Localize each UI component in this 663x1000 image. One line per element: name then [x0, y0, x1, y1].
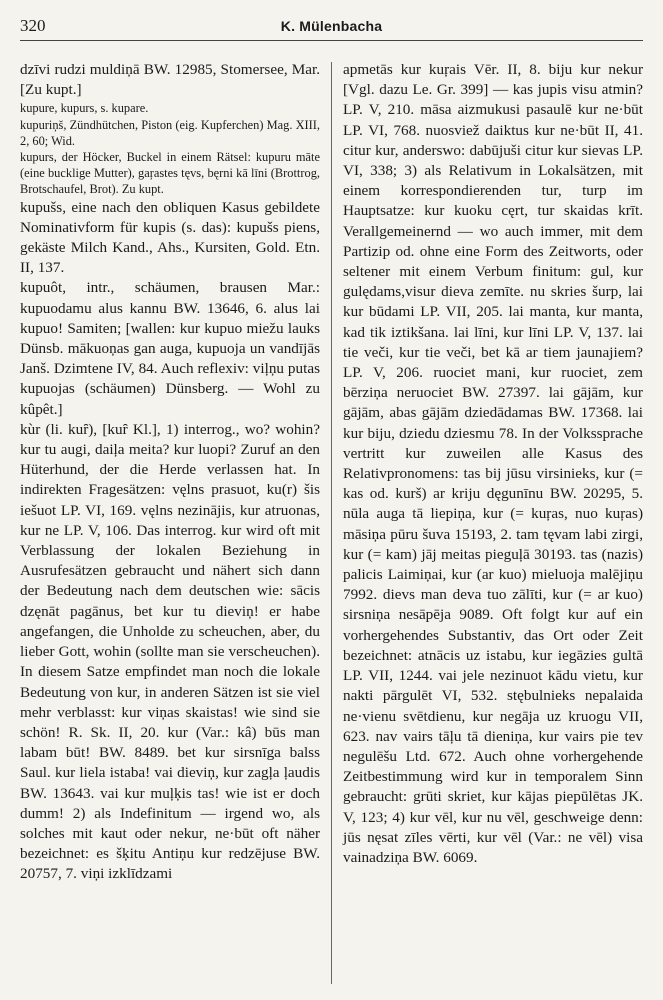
- running-head: K. Mülenbacha: [280, 18, 383, 34]
- right-column: [343, 60, 643, 868]
- entry-kur: kùr (li. kuȓ), [kuȓ Kl.], 1) interrog., wo? wohin? kur tu augi, daiļa meita? kur luopi? Zuruf an den Hüterhund, der die Herde verlassen hat. In indirekten Fragesätzen: vęlns prasuot, ku(r) šis iešuot LP. VI, 169. vęlns nezinājis, kur atruonas, kur ne LP. V, 106. Das interrog. kur wird oft mit Verblassung der lokalen Beziehung in Ausrufesätzen gebraucht und nähert sich dann der Bedeutung nach dem deutschen wie: sācis dzęnāt pagānus, bet kur tu dieviņ! er habe angefangen, die Unholde zu scheuchen, aber, du lieber Gott, wohin (sollte man sie verscheuchen). In diesem Satze empfindet man noch die lokale Bedeutung von kur, in anderen Sätzen ist sie viel mehr verblasst: kur viņas skaistas! wie sind sie schön! R. Sk. II, 20. kur (Var.: kâ) būs man labam būt! BW. 8489. bet kur sirsnīga balss Saul. kur liela istaba! vai dieviņ, kur zagļa ļaudis BW. 13643. vai kur muļķis tas! wie ist er doch dumm! 2) als Indefinitum — irgend wo, als solches mit kaut oder nekur, ne·būt oft näher bezeichnet: es šķitu Antiņu kur redzējuse BW. 20757, 7. viņi izklīdzami: [20, 420, 320, 883]
- entry-kupuot: kupuôt, intr., schäumen, brausen Mar.: kupuodamu alus kannu BW. 13646, 6. alus lai kupuo! Samiten; [wallen: kur kupuo miežu lauks Dünsb. mākuoņas gan auga, kupuoja un vandījās Janš. Dzimtene IV, 84. Auch reflexiv: viļņu putas kupuojas (schäumen) Dünsberg. — Wohl zu kûpêt.]: [20, 279, 320, 418]
- entry-kupurins: kupuriņš, Zündhütchen, Piston (eig. Kupferchen) Mag. XIII, 2, 60; Wid.: [20, 117, 320, 148]
- entry-text: dzīvi rudzi muldiņā BW. 12985, Stomersee, Mar. [Zu kupt.]: [20, 61, 320, 99]
- entry-kupurs: kupurs, der Höcker, Buckel in einem Rätsel: kupuru māte (eine bucklige Mutter), gaŗastes tęvs, bęrni kā līni (Brottrog, Brotschaufel, Brot). Zu kupt.: [20, 150, 320, 197]
- entry-kur-continued: apmetās kur kuŗais Vēr. II, 8. biju kur nekur [Vgl. dazu Le. Gr. 399] — kas jupis visu atmin? LP. V, 210. māsa aizmukusi pasaulē kur ne·būt LP. VI, 768. nuosviež daiktus kur ne·būt II, 41. citur kur, anderswo: dabūjuši citur kur sievas LP. VI, 338; 3) als Relativum in Lokalsätzen, mit einem korrespondierenden tur, turp im Hauptsatze: kur kuoku cęrt, tur skaidas krīt. Verallgemeinernd — wo auch immer, mit dem Partizip od. ohne eine Form des Zeitworts, oder seltener mit einem Verbum finitum: gul, kur gulędams,visur dieva zemīte. nu skries šurp, lai kur būdami LP. VII, 205. lai manta, kur manta, kad tik iztikšana. lai līni, kur līni LP. V, 137. lai tie veči, kur tie veči, bet kā ar tiem jaunajiem? LP. V, 206. ruociet mani, kur ruociet, zem bērziņa neruociet BW. 27397. lai gājām, kur gājām, abas gājām dziedādamas BW. 17368. lai kur biju, dziedu dziesmu 78. In der Volkssprache vertritt kur zuweilen alle Kasus des Relativpronomens: tas bij jūsu virsinieks, kur (= kas od. kurš) ar kriju dęgunīnu BW. 20295, 5. nūla auga tā liepiņa, kur (= kuŗas, nuo kuŗas) māsiņa pūru šuva 15193, 2. tam tęvam labi zirgi, kur (= kam) jāj meitas pieguļā 30193. tas (nazis) palicis Laimiņai, kur (ar kuo) mieluoja malējiņu 7992. dievs man deva tuo zālīti, kur (= ar kuo) sirsniņa nesāpēja 9089. Oft folgt kur auf ein vorhergehendes Substantiv, das Ort oder Zeit bezeichnet: atnācis uz istabu, kur iegāzies gultā LP. VII, 1244. vai jele nezinuot kādu vietu, kur nakti pārgulēt VI, 532. stębulnieks nepalaida ne·vienu svētdienu, kur negāja uz kruogu VII, 623. nav vairs tāļu tā dieniņa, kur vairs pie tev negulēšu Ltd. 672. Auch ohne vorhergehende Zeitbestimmung wird kur in temporalem Sinn gebraucht: grūti skriet, kur kājas piepūlētas JK. V, 123; 4) kur vēl, kur nu vēl, geschweige denn: jūs nęsat zīles vērti, kur vēl (Var.: ne vēl) visa vainadziņa BW. 6069.: [343, 61, 643, 866]
- entry-kupuss: kupušs, eine nach den obliquen Kasus gebildete Nominativform für kupis (s. das): kupušs piens, gekäste Milch Kand., Ahs., Kursiten, Gold. Etn. II, 137.: [20, 198, 320, 277]
- entry-kupure: kupure, kupurs, s. kupare.: [20, 101, 149, 116]
- left-column: [20, 60, 320, 885]
- page-header: [20, 14, 643, 41]
- column-divider: [331, 62, 332, 984]
- page-number: 320: [20, 16, 46, 35]
